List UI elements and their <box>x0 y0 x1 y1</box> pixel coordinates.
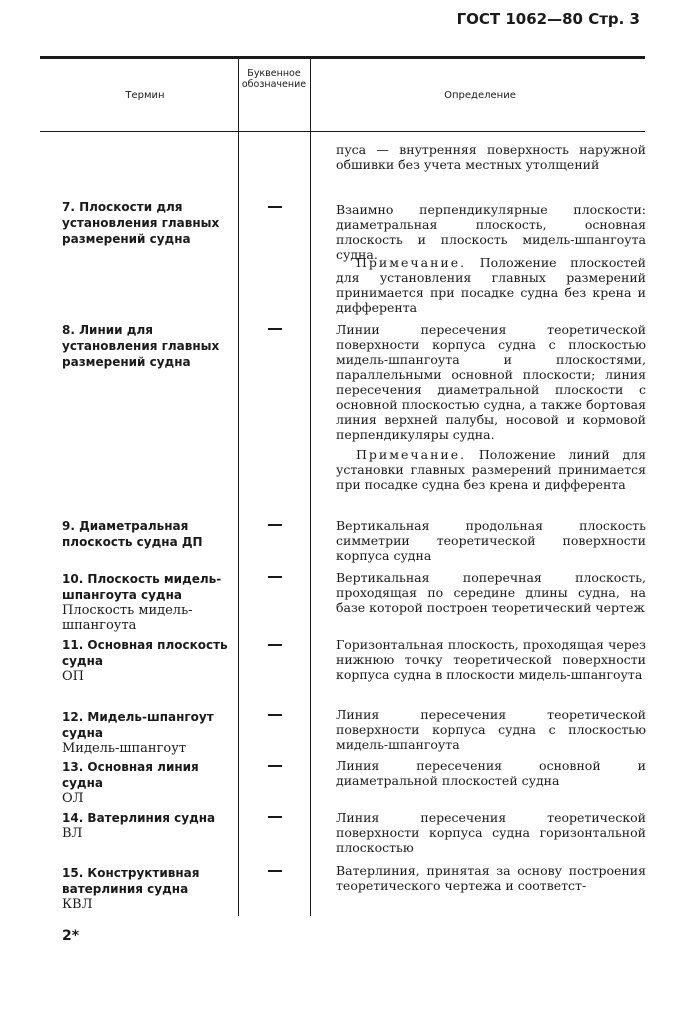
symbol-dash-13 <box>268 765 282 767</box>
note-8-label: Примечание. <box>356 447 467 462</box>
column-header-symbol: Буквенное обозначение <box>241 68 307 90</box>
term-10-name: 10. Плоскость мидель-шпангоута судна <box>62 572 222 602</box>
term-11 <box>62 637 232 684</box>
definition-7: Взаимно перпендикулярные плоскости: диаметральная плоскость, основная плоскость и плоскость мидель-шпангоута судна. <box>336 202 646 262</box>
term-10-abbr: Плоскость мидель-шпангоута <box>62 603 193 633</box>
symbol-dash-12 <box>268 714 282 716</box>
term-14 <box>62 810 232 841</box>
term-7-name: 7. Плоскости для установления главных размерений судна <box>62 200 220 246</box>
term-14-abbr: ВЛ <box>62 826 83 841</box>
column-divider-1 <box>238 58 239 916</box>
term-10 <box>62 571 232 633</box>
page-header: ГОСТ 1062—80 Стр. 3 <box>456 10 640 28</box>
term-13-abbr: ОЛ <box>62 791 84 806</box>
term-7 <box>62 199 232 247</box>
definition-15: Ватерлиния, принятая за основу построения теоретического чертежа и соответст- <box>336 863 646 893</box>
term-13-name: 13. Основная линия судна <box>62 760 199 790</box>
term-8-name: 8. Линии для установления главных размерений судна <box>62 323 220 369</box>
note-7-text: Положение плоскостей для установления главных размерений принимается при посадке судна без крена и дифферента <box>336 255 646 315</box>
term-9 <box>62 518 232 550</box>
table-header-rule <box>40 131 645 132</box>
table-top-rule <box>40 56 645 59</box>
term-12 <box>62 709 232 756</box>
term-11-abbr: ОП <box>62 669 84 684</box>
term-12-abbr: Мидель-шпангоут <box>62 741 187 756</box>
term-12-name: 12. Мидель-шпангоут судна <box>62 710 214 740</box>
definition-10: Вертикальная поперечная плоскость, проходящая по середине длины судна, на базе которой построен теоретический чертеж <box>336 570 646 615</box>
symbol-dash-9 <box>268 524 282 526</box>
column-divider-2 <box>310 58 311 916</box>
term-8 <box>62 322 232 370</box>
term-11-name: 11. Основная плоскость судна <box>62 638 228 668</box>
page-mark: 2* <box>62 928 80 944</box>
symbol-dash-8 <box>268 328 282 330</box>
term-15-abbr: КВЛ <box>62 897 93 912</box>
note-7-label: Примечание. <box>356 255 467 270</box>
definition-9: Вертикальная продольная плоскость симметрии теоретической поверхности корпуса судна <box>336 518 646 563</box>
definition-13: Линия пересечения основной и диаметральной плоскостей судна <box>336 758 646 788</box>
symbol-dash-14 <box>268 816 282 818</box>
column-header-term: Термин <box>125 90 165 101</box>
symbol-dash-15 <box>268 870 282 872</box>
note-8-text: Положение линий для установки главных размерений принимается при посадке судна без крена и дифферента <box>336 447 646 492</box>
term-14-name: 14. Ватерлиния судна <box>62 811 216 825</box>
symbol-dash-10 <box>268 576 282 578</box>
definition-14: Линия пересечения теоретической поверхности корпуса судна горизонтальной плоскостью <box>336 810 646 855</box>
note-7 <box>336 255 646 315</box>
definition-12: Линия пересечения теоретической поверхности корпуса судна с плоскостью мидель-шпангоута <box>336 707 646 752</box>
term-15 <box>62 865 232 912</box>
definition-8: Линии пересечения теоретической поверхности корпуса судна с плоскостью мидель-шпангоута и плоскостями, параллельными основной плоскости; линия пересечения диаметральной плоскости с основной плоскостью судна, а также бортовая линия верхней палубы, носовой и кормовой перпендикуляры судна. <box>336 322 646 442</box>
column-header-definition: Определение <box>444 90 516 101</box>
term-9-name: 9. Диаметральная плоскость судна ДП <box>62 519 203 549</box>
symbol-dash-11 <box>268 644 282 646</box>
term-15-name: 15. Конструктивная ватерлиния судна <box>62 866 200 896</box>
definition-11: Горизонтальная плоскость, проходящая через нижнюю точку теоретической поверхности корпуса судна в плоскости мидель-шпангоута <box>336 637 646 682</box>
term-13 <box>62 759 232 806</box>
continued-definition: пуса — внутренняя поверхность наружной обшивки без учета местных утолщений <box>336 142 646 172</box>
note-8 <box>336 447 646 492</box>
symbol-dash-7 <box>268 206 282 208</box>
